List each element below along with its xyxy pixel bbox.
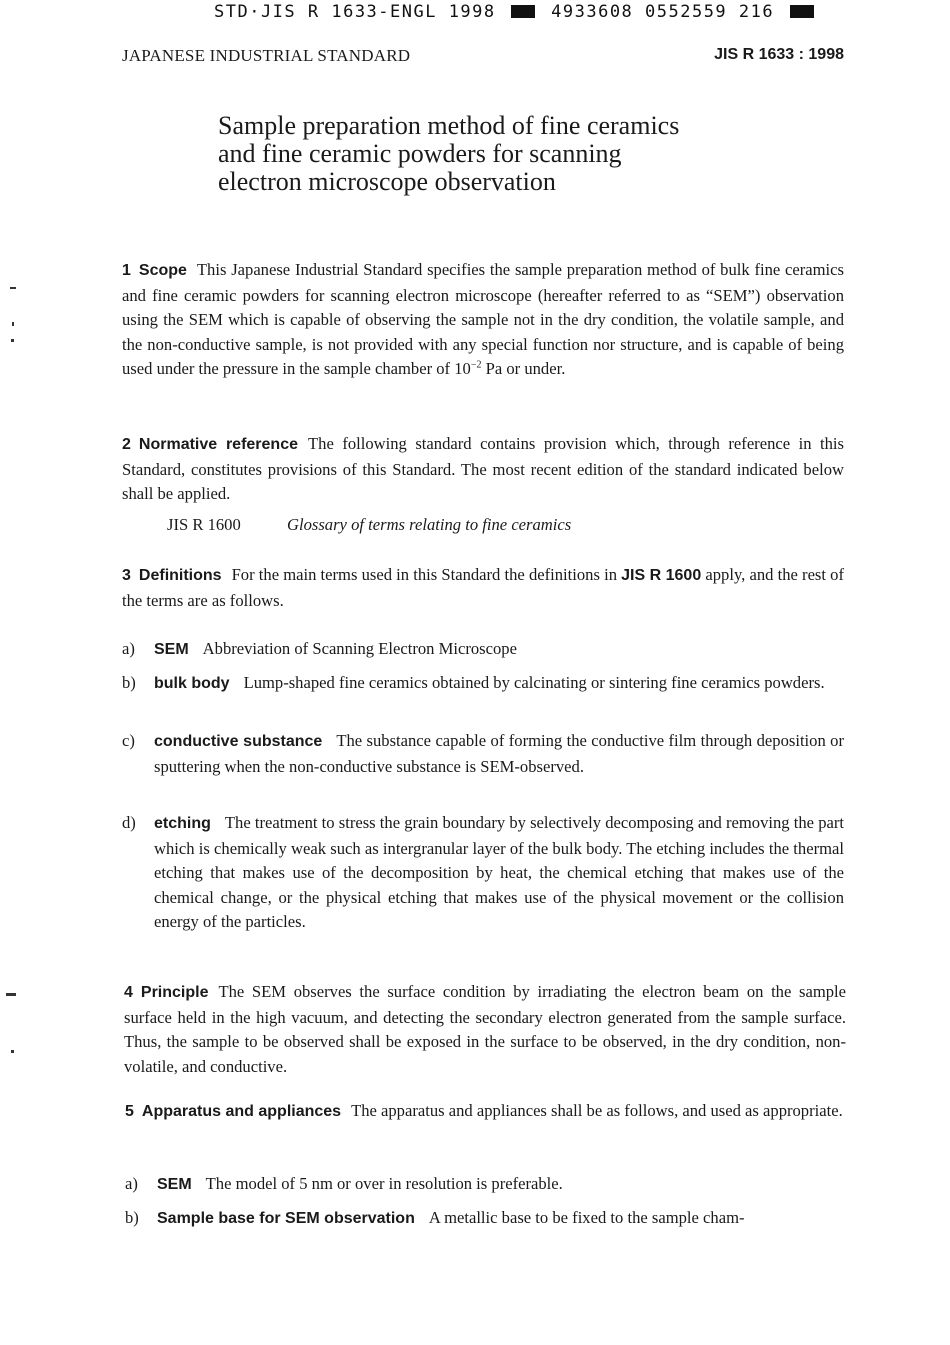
scan-header-line	[214, 2, 818, 22]
definition-item	[122, 637, 844, 663]
section-number: 4	[124, 984, 133, 1001]
redaction-block	[790, 5, 814, 18]
item-text: The model of 5 nm or over in resolution is preferable.	[205, 1174, 563, 1193]
section-scope	[122, 258, 844, 382]
definition-item	[122, 729, 844, 779]
scan-speck	[11, 339, 14, 342]
item-label: b)	[125, 1208, 139, 1227]
section-number: 2	[122, 436, 131, 453]
section-definitions	[122, 563, 844, 613]
section-term: Scope	[138, 262, 187, 279]
title-line: Sample preparation method of fine ceramics	[218, 111, 680, 140]
redaction-block	[511, 5, 535, 18]
section-text: The SEM observes the surface condition by irradiating the electron beam on the sample surface held in the high vacuum, and detecting the secondary electron generated from the sample surface. Thus, the sample to be observed shall be exposed in the surface to be observed, in the dry condition, non-volatile, and conductive.	[124, 982, 846, 1076]
header-left: JAPANESE INDUSTRIAL STANDARD	[122, 46, 411, 65]
reference-title: Glossary of terms relating to fine ceramics	[287, 515, 572, 534]
header-right: JIS R 1633 : 1998	[714, 46, 844, 63]
item-text: A metallic base to be fixed to the sample cham-	[428, 1208, 745, 1227]
section-text-tail: Pa or under.	[481, 359, 566, 379]
item-term: SEM	[157, 1176, 192, 1193]
item-term: SEM	[154, 641, 189, 658]
item-term: conductive substance	[154, 733, 323, 750]
item-text: The substance capable of forming the conductive film through deposition or sputtering when the non-conductive substance is SEM-observed.	[154, 731, 844, 776]
section-text: The following standard contains provision which, through reference in this Standard, constitutes provisions of this Standard. The most recent edition of the standard indicated below shall be applied.	[122, 434, 844, 504]
item-term: etching	[154, 815, 211, 832]
item-term: Sample base for SEM observation	[157, 1210, 415, 1227]
apparatus-item	[125, 1172, 847, 1198]
definition-item	[122, 671, 844, 697]
section-text-tail: apply, and the rest of the terms are as follows.	[122, 565, 844, 610]
scan-speck	[10, 287, 16, 289]
section-term: Definitions	[138, 567, 222, 584]
item-text: The treatment to stress the grain boundary by selectively decomposing and removing the part which is chemically weak such as intergranular layer of the bulk body. The etching includes the thermal etching that makes use of the decomposition by heat, the chemical etching that makes use of the chemical change, or the physical etching that makes use of the physical movement or the collision energy of the particles.	[154, 813, 844, 932]
apparatus-item	[125, 1206, 847, 1232]
reference-entry	[167, 515, 571, 535]
section-number: 1	[122, 262, 131, 279]
title-line: and fine ceramic powders for scanning	[218, 139, 622, 168]
title-line: electron microscope observation	[218, 167, 556, 196]
section-principle	[124, 980, 846, 1079]
item-label: a)	[122, 639, 135, 658]
section-number: 3	[122, 567, 131, 584]
section-term: Principle	[140, 984, 209, 1001]
section-number: 5	[125, 1103, 134, 1120]
item-label: b)	[122, 673, 136, 692]
item-term: bulk body	[154, 675, 230, 692]
scan-header-part1: STD·JIS R 1633-ENGL 1998	[214, 2, 496, 22]
section-normative-reference	[122, 432, 844, 507]
item-label: d)	[122, 813, 136, 832]
definition-item	[122, 811, 844, 935]
reference-code: JIS R 1600	[167, 515, 241, 534]
item-text: Abbreviation of Scanning Electron Microscope	[202, 639, 517, 658]
standard-reference: JIS R 1600	[621, 567, 702, 584]
section-term: Normative reference	[138, 436, 299, 453]
scan-speck	[6, 993, 16, 996]
scan-speck	[12, 322, 14, 326]
scan-speck	[11, 1050, 14, 1053]
scan-header-part2: 4933608 0552559 216	[551, 2, 775, 22]
item-label: a)	[125, 1174, 138, 1193]
item-text: Lump-shaped fine ceramics obtained by calcinating or sintering fine ceramics powders.	[243, 673, 825, 692]
section-apparatus	[125, 1099, 847, 1125]
exponent: −2	[470, 359, 482, 371]
section-term: Apparatus and appliances	[141, 1103, 342, 1120]
document-title	[218, 112, 778, 196]
item-label: c)	[122, 731, 135, 750]
section-text: This Japanese Industrial Standard specifies the sample preparation method of bulk fine ceramics and fine ceramic powders for scanning electron microscope (hereafter referred to as “SEM”) observation using the SEM which is capable of observing the sample not in the dry condition, the volatile sample, and the non-conductive sample, is not provided with any special function nor structure, and is capable of being used under the pressure in the sample chamber of 10	[122, 260, 844, 379]
section-text: The apparatus and appliances shall be as follows, and used as appropriate.	[351, 1101, 843, 1120]
section-text: For the main terms used in this Standard the definitions in	[231, 565, 622, 584]
